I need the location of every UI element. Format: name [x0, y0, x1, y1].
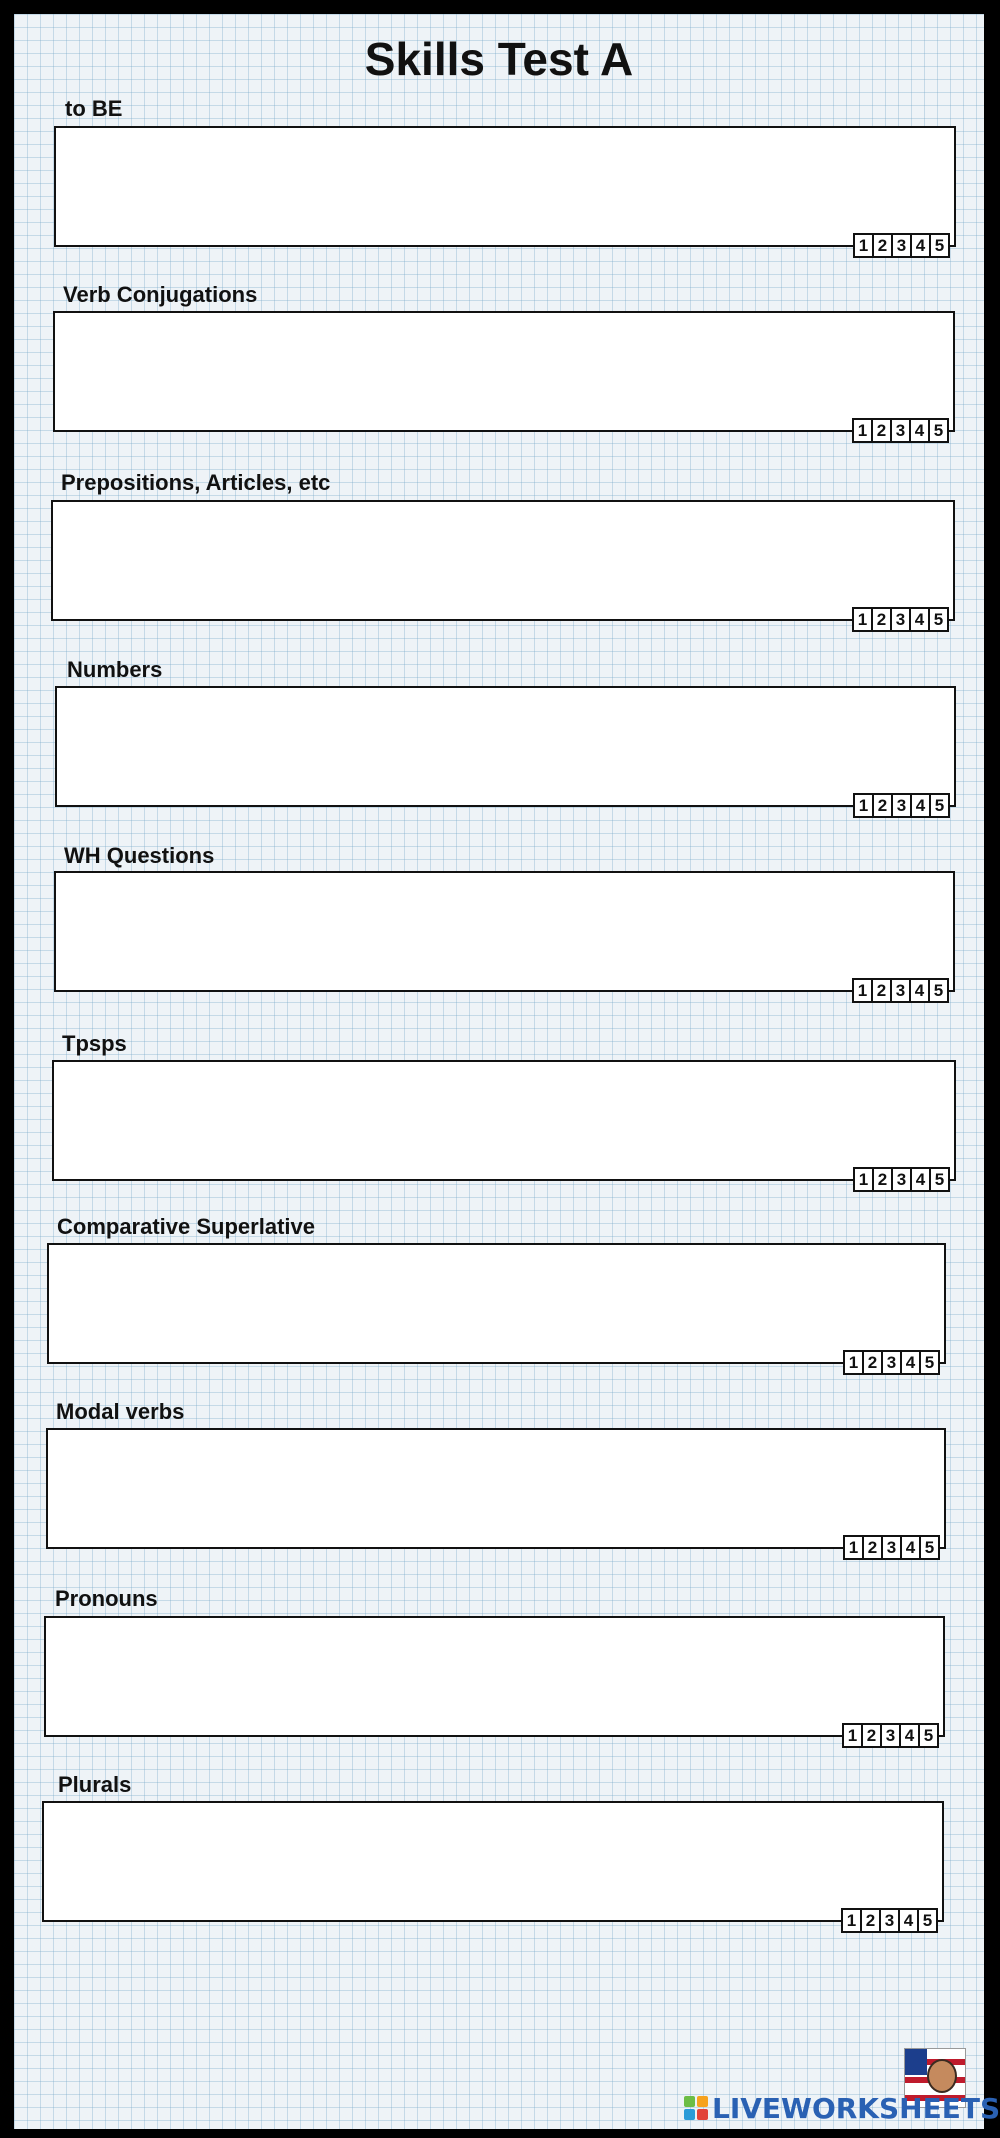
score-option-3[interactable]: 3 [881, 1535, 902, 1560]
score-selector [852, 607, 949, 632]
section-label: Prepositions, Articles, etc [61, 470, 331, 495]
answer-box[interactable] [44, 1616, 945, 1737]
score-option-5[interactable]: 5 [917, 1908, 938, 1933]
score-option-4[interactable]: 4 [910, 1167, 931, 1192]
score-option-1[interactable]: 1 [852, 418, 873, 443]
score-option-3[interactable]: 3 [891, 793, 912, 818]
score-option-5[interactable]: 5 [918, 1723, 939, 1748]
score-option-2[interactable]: 2 [862, 1535, 883, 1560]
score-selector [852, 418, 949, 443]
score-option-4[interactable]: 4 [899, 1723, 920, 1748]
score-option-2[interactable]: 2 [872, 793, 893, 818]
score-selector [853, 233, 950, 258]
score-option-2[interactable]: 2 [862, 1350, 883, 1375]
score-option-3[interactable]: 3 [890, 607, 911, 632]
score-selector [853, 793, 950, 818]
score-option-4[interactable]: 4 [910, 793, 931, 818]
score-option-5[interactable]: 5 [929, 233, 950, 258]
score-option-5[interactable]: 5 [928, 418, 949, 443]
answer-box[interactable] [55, 686, 956, 807]
score-option-4[interactable]: 4 [910, 233, 931, 258]
score-option-5[interactable]: 5 [929, 1167, 950, 1192]
liveworksheets-logo-icon [684, 2096, 708, 2120]
flag-canton [905, 2049, 927, 2075]
section-label: Verb Conjugations [63, 282, 258, 307]
score-selector [853, 1167, 950, 1192]
score-option-1[interactable]: 1 [841, 1908, 862, 1933]
score-option-3[interactable]: 3 [891, 1167, 912, 1192]
score-option-5[interactable]: 5 [928, 978, 949, 1003]
score-option-1[interactable]: 1 [853, 1167, 874, 1192]
section-label: WH Questions [64, 843, 215, 868]
avatar-face [927, 2059, 957, 2093]
score-option-3[interactable]: 3 [890, 978, 911, 1003]
score-option-2[interactable]: 2 [871, 607, 892, 632]
score-option-2[interactable]: 2 [872, 233, 893, 258]
score-option-3[interactable]: 3 [891, 233, 912, 258]
score-option-2[interactable]: 2 [860, 1908, 881, 1933]
score-option-2[interactable]: 2 [871, 978, 892, 1003]
score-option-3[interactable]: 3 [890, 418, 911, 443]
score-option-1[interactable]: 1 [852, 607, 873, 632]
answer-box[interactable] [47, 1243, 946, 1364]
answer-box[interactable] [54, 126, 956, 247]
score-option-3[interactable]: 3 [881, 1350, 902, 1375]
answer-box[interactable] [46, 1428, 946, 1549]
score-option-1[interactable]: 1 [852, 978, 873, 1003]
brand-name: LIVEWORKSHEETS [712, 2091, 1000, 2125]
score-option-1[interactable]: 1 [853, 793, 874, 818]
score-selector [843, 1350, 940, 1375]
section-label: Numbers [67, 657, 163, 682]
score-option-5[interactable]: 5 [928, 607, 949, 632]
section-label: to BE [65, 96, 123, 121]
score-option-1[interactable]: 1 [842, 1723, 863, 1748]
score-selector [843, 1535, 940, 1560]
worksheet-page [14, 14, 984, 2129]
section-label: Tpsps [62, 1031, 127, 1056]
score-selector [841, 1908, 938, 1933]
answer-box[interactable] [42, 1801, 944, 1922]
answer-box[interactable] [51, 500, 955, 621]
answer-box[interactable] [52, 1060, 956, 1181]
score-option-2[interactable]: 2 [871, 418, 892, 443]
score-option-3[interactable]: 3 [879, 1908, 900, 1933]
answer-box[interactable] [54, 871, 955, 992]
liveworksheets-brand[interactable] [684, 2091, 1000, 2125]
page-title: Skills Test A [364, 33, 634, 85]
score-option-4[interactable]: 4 [909, 418, 930, 443]
score-option-5[interactable]: 5 [929, 793, 950, 818]
score-option-4[interactable]: 4 [909, 607, 930, 632]
section-label: Pronouns [55, 1586, 158, 1611]
score-option-4[interactable]: 4 [909, 978, 930, 1003]
score-option-4[interactable]: 4 [900, 1535, 921, 1560]
score-option-1[interactable]: 1 [843, 1535, 864, 1560]
answer-box[interactable] [53, 311, 955, 432]
score-option-2[interactable]: 2 [872, 1167, 893, 1192]
score-option-1[interactable]: 1 [843, 1350, 864, 1375]
score-option-4[interactable]: 4 [898, 1908, 919, 1933]
score-option-4[interactable]: 4 [900, 1350, 921, 1375]
score-option-3[interactable]: 3 [880, 1723, 901, 1748]
score-option-1[interactable]: 1 [853, 233, 874, 258]
score-selector [852, 978, 949, 1003]
score-option-2[interactable]: 2 [861, 1723, 882, 1748]
section-label: Modal verbs [56, 1399, 185, 1424]
section-label: Plurals [58, 1772, 132, 1797]
score-option-5[interactable]: 5 [919, 1350, 940, 1375]
section-label: Comparative Superlative [57, 1214, 315, 1239]
score-option-5[interactable]: 5 [919, 1535, 940, 1560]
score-selector [842, 1723, 939, 1748]
